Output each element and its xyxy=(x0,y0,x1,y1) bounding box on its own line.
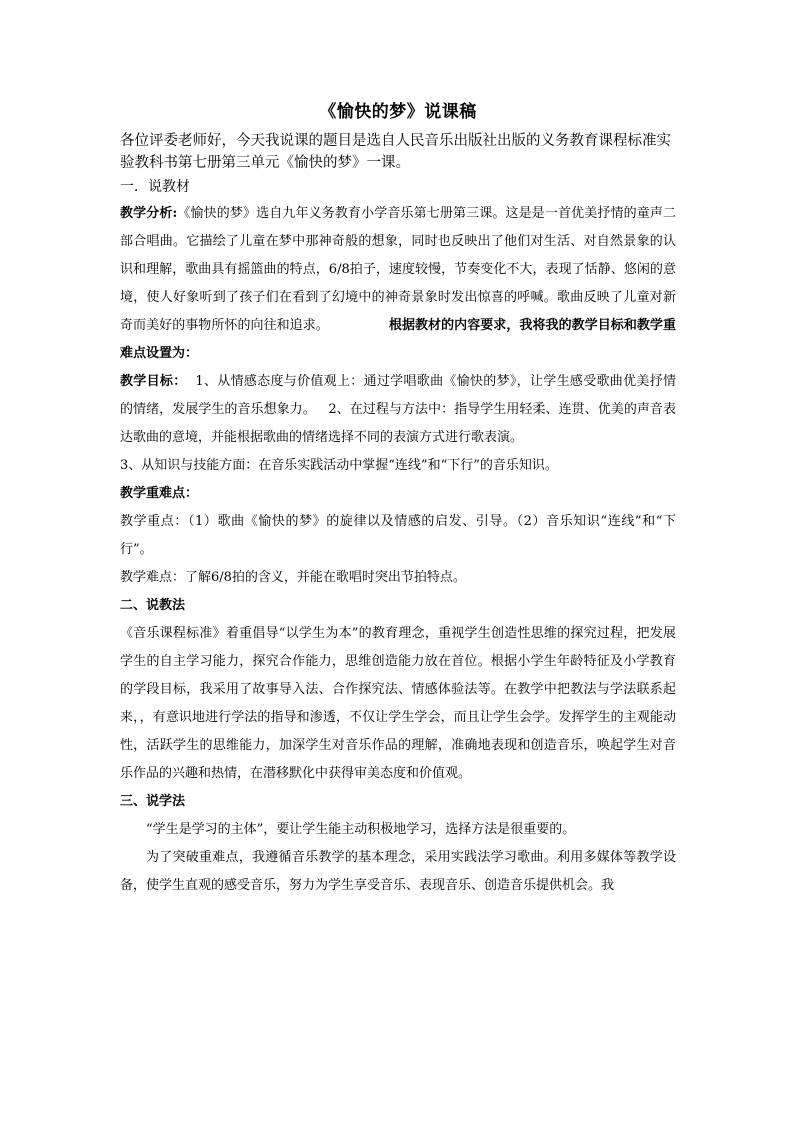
goal-1: 1、从情感态度与价值观上：通过学唱歌曲《愉快的梦》，让学生感受歌曲优美抒情的情绪，发展学生的音乐想象力。 xyxy=(120,374,676,417)
goal-3: 3、从知识与技能方面：在音乐实践活动中掌握“连线”和“下行”的音乐知识。 xyxy=(120,458,558,473)
keypoint-text: 教学重点：（1）歌曲《愉快的梦》的旋律以及情感的启发、引导。（2）音乐知识“连线”和“下行”。 xyxy=(120,514,676,557)
study-paragraph-1: “学生是学习的主体”，要让学生能主动积极地学习，选择方法是很重要的。 xyxy=(146,822,576,837)
analysis-bold-tail: 根据教材的内容要求，我将我的教学目标和教学重难点设置为： xyxy=(120,318,676,361)
keypoints-heading: 教学重难点： xyxy=(120,486,199,501)
goals-paragraph xyxy=(120,368,676,452)
section3-heading: 三、说学法 xyxy=(120,794,186,809)
analysis-label: 教学分析: xyxy=(120,206,178,221)
analysis-paragraph xyxy=(120,200,676,368)
method-paragraph: 《音乐课程标准》着重倡导“以学生为本”的教育理念，重视学生创造性思维的探究过程，把发展学生的自主学习能力，探究合作能力，思维创造能力放在首位。根据小学生年龄特征及小学教育的学段目标，我采用了故事导入法、合作探究法、情感体验法等。在教学中把教法与学法联系起来，，有意识地进行学法的指导和渗透，不仅让学生学会，而且让学生会学。发挥学生的主观能动性，活跃学生的思维能力，加深学生对音乐作品的理解，准确地表现和创造音乐，唤起学生对音乐作品的兴趣和热情，在潜移默化中获得审美态度和价值观。 xyxy=(120,626,676,781)
goals-label: 教学目标： xyxy=(120,374,187,389)
study-paragraph-2: 为了突破重难点，我遵循音乐教学的基本理念，采用实践法学习歌曲。利用多媒体等教学设备，使学生直观的感受音乐，努力为学生享受音乐、表现音乐、创造音乐提供机会。我 xyxy=(120,850,676,893)
document-page xyxy=(120,100,676,900)
analysis-text: 《愉快的梦》选自九年义务教育小学音乐第七册第三课。这是是一首优美抒情的童声二部合唱曲。它描绘了儿童在梦中那神奇般的想象，同时也反映出了他们对生活、对自然景象的认识和理解，歌曲具有摇篮曲的特点，6/8拍子，速度较慢，节奏变化不大，表现了恬静、悠闲的意境，使人好象听到了孩子们在看到了幻境中的神奇景象时发出惊喜的呼喊。歌曲反映了儿童对新奇而美好的事物所怀的向往和追求。 xyxy=(120,206,676,333)
goal-2: 2、在过程与方法中：指导学生用轻柔、连贯、优美的声音表达歌曲的意境，并能根据歌曲的情绪选择不同的表演方式进行歌表演。 xyxy=(120,402,676,445)
section1-heading: 一．说教材 xyxy=(120,179,190,195)
intro-paragraph: 各位评委老师好，今天我说课的题目是选自人民音乐出版社出版的义务教育课程标准实验教科书第七册第三单元《愉快的梦》一课。 xyxy=(120,133,671,171)
difficulty-text: 教学难点：了解6/8拍的含义，并能在歌唱时突出节拍特点。 xyxy=(120,570,466,585)
document-title: 《愉快的梦》说课稿 xyxy=(319,102,477,122)
section2-heading: 二、说教法 xyxy=(120,598,186,613)
